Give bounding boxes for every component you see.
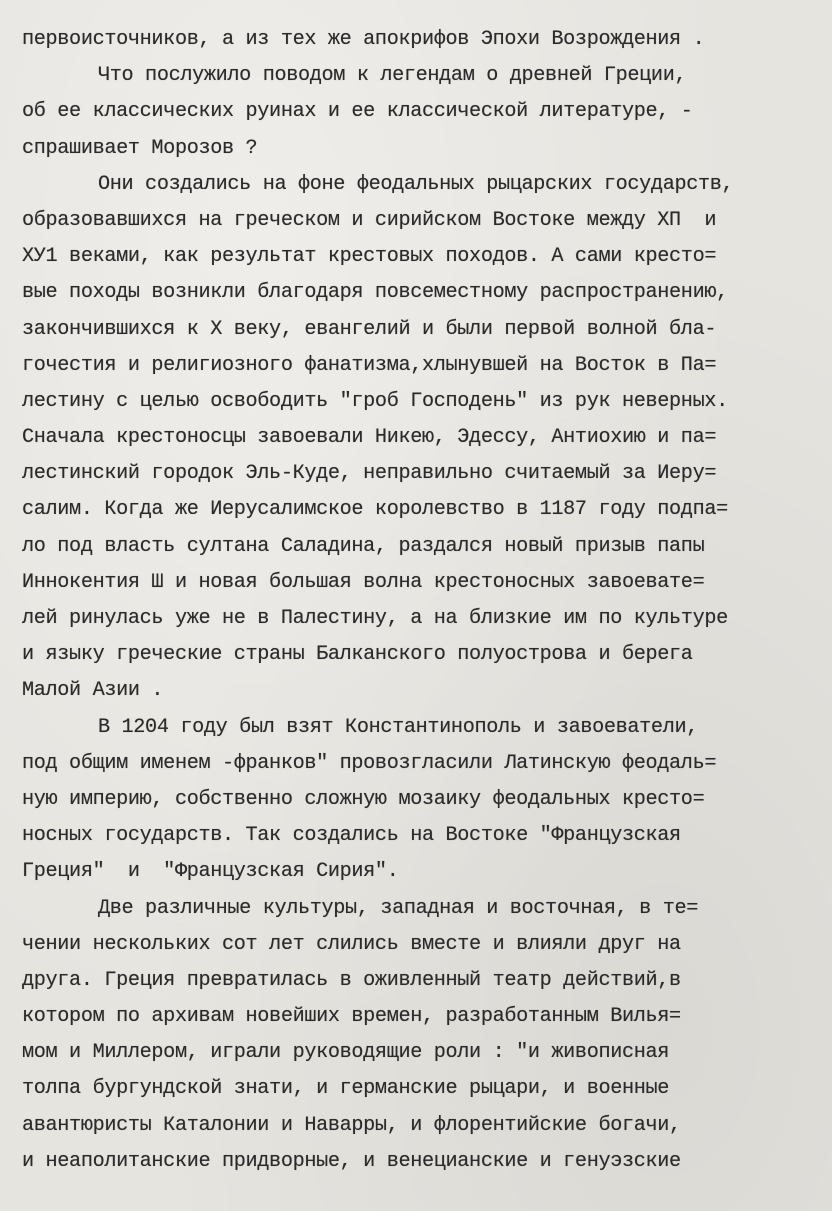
text-line: лей ринулась уже не в Палестину, а на близкие им по культуре xyxy=(22,607,728,630)
text-line: Что послужило поводом к легендам о древней Греции, xyxy=(98,64,687,88)
text-line: мом и Миллером, играли руководящие роли : "и живописная xyxy=(22,1041,670,1065)
text-line: Малой Азии . xyxy=(22,679,164,703)
text-line: авантюристы Каталонии и Наварры, и флорентийские богачи, xyxy=(22,1113,681,1137)
text-line: ную империю, собственно сложную мозаику феодальных кресто= xyxy=(22,787,705,811)
text-line: Греция" и "Французская Сирия". xyxy=(22,860,399,884)
text-line: салим. Когда же Иерусалимское королевство в 1187 году подпа= xyxy=(22,498,728,522)
text-line: Они создались на фоне феодальных рыцарских государств, xyxy=(98,172,734,196)
text-line: Иннокентия Ш и новая большая волна крестоносных завоевате= xyxy=(22,570,705,594)
text-line: гочестия и религиозного фанатизма,хлынувшей на Восток в Па= xyxy=(22,353,717,377)
text-line: толпа бургундской знати, и германские рыцари, и военные xyxy=(22,1077,670,1101)
text-line: закончившихся к Х веку, евангелий и были первой волной бла- xyxy=(22,317,717,341)
document-body xyxy=(22,22,832,1180)
text-line: В 1204 году был взят Константинополь и завоеватели, xyxy=(98,715,698,739)
text-line: котором по архивам новейших времен, разработанным Вилья= xyxy=(22,1005,681,1029)
text-line: об ее классических руинах и ее классической литературе, - xyxy=(22,100,693,124)
text-line: вые походы возникли благодаря повсеместному распространению, xyxy=(22,281,728,305)
text-line: и языку греческие страны Балканского полуострова и берега xyxy=(22,643,693,667)
text-line: первоисточников, а из тех же апокрифов Эпохи Возрождения . xyxy=(22,28,705,51)
text-line: образовавшихся на греческом и сирийском Востоке между ХП и xyxy=(22,208,717,232)
text-line: и неаполитанские придворные, и венецианские и генуэзские xyxy=(22,1149,681,1173)
text-line: лестинский городок Эль-Куде, неправильно считаемый за Иеру= xyxy=(22,462,717,486)
text-line: лестину с целью освободить "гроб Господень" из рук неверных. xyxy=(22,389,728,413)
text-line: чении нескольких сот лет слились вместе и влияли друг на xyxy=(22,932,681,956)
text-line: друга. Греция превратилась в оживленный театр действий,в xyxy=(22,968,681,992)
text-line: Две различные культуры, западная и восточная, в те= xyxy=(98,896,698,920)
text-line: под общим именем -франков" провозгласили Латинскую феодаль= xyxy=(22,751,717,775)
text-line: ло под власть султана Саладина, раздался новый призыв папы xyxy=(22,534,705,558)
text-line: ХУ1 веками, как результат крестовых походов. А сами кресто= xyxy=(22,245,717,269)
text-line: Сначала крестоносцы завоевали Никею, Эдессу, Антиохию и па= xyxy=(22,426,717,450)
text-line: носных государств. Так создались на Востоке "Французская xyxy=(22,824,681,848)
text-line: спрашивает Морозов ? xyxy=(22,136,258,160)
